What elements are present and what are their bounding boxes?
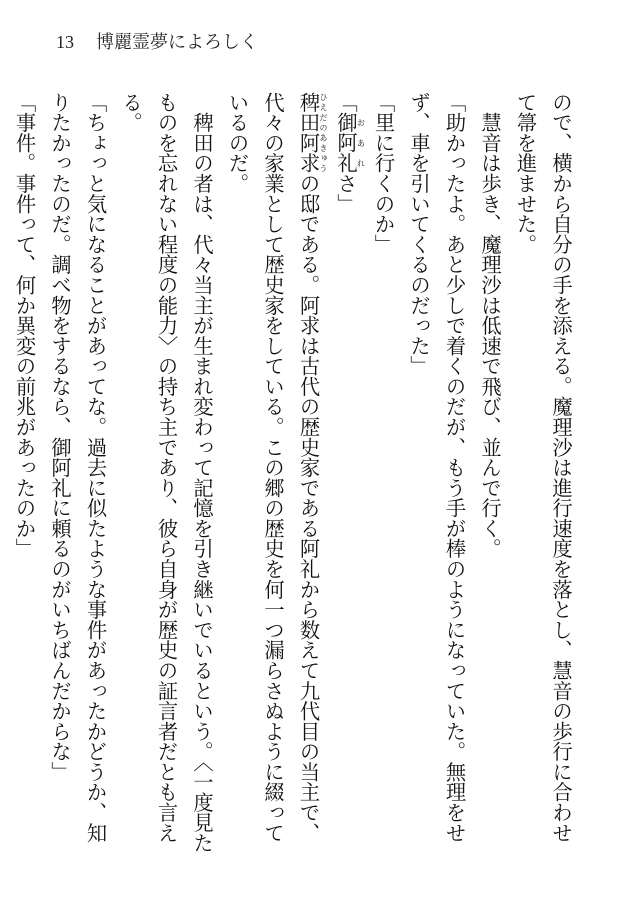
paragraph: 「事件。事件って、何か異変の前兆があったのか」 — [12, 92, 37, 559]
paragraph: 「ちょっと気になることがあってな。過去に似たような事件があったかどうか、知りたかったのだ。調べ物をするなら、御阿礼に頼るのがいちばんだからな」 — [48, 92, 108, 843]
page-header — [56, 28, 258, 54]
paragraph: 「里に行くのか」 — [371, 92, 396, 255]
paragraph: 稗田の者は、代々当主が生まれ変わって記憶を引き継いでいるという。〈一度見たものを忘れない程度の能力〉の持ち主であり、彼ら自身が歴史の証言者だとも言える。 — [119, 92, 214, 853]
ruby-reading: ひえだのあきゅう — [319, 92, 328, 174]
paragraph: 「助かったよ。あと少しで着くのだが、もう手が棒のようになっていた。無理をせず、車を引いてくるのだった」 — [407, 92, 467, 843]
ruby-term — [296, 92, 328, 174]
ruby-reading: おあれ — [356, 112, 366, 174]
paragraph — [219, 92, 328, 860]
running-title: 博麗霊夢によろしく — [96, 32, 258, 53]
page-number: 13 — [56, 32, 74, 52]
paragraph-fragment: 「 — [334, 92, 358, 113]
vertical-body-text — [12, 92, 578, 860]
ruby-base: 御阿礼 — [334, 112, 358, 174]
paragraph: ので、横から自分の手を添える。魔理沙は進行速度を落とし、慧音の歩行に合わせて箒を進ませた。 — [513, 92, 573, 843]
paragraph-fragment: の邸である。阿求は古代の歴史家である阿礼から数えて九代目の当主で、代々の家業として歴史家をしている。この郷の歴史を何一つ漏らさぬように綴っているのだ。 — [225, 92, 321, 843]
paragraph: 慧音は歩き、魔理沙は低速で飛び、並んで行く。 — [478, 92, 502, 559]
paragraph — [328, 92, 366, 860]
ruby-base: 稗田阿求 — [296, 92, 321, 174]
paragraph-fragment: さ」 — [334, 173, 358, 214]
ruby-term — [334, 112, 366, 174]
